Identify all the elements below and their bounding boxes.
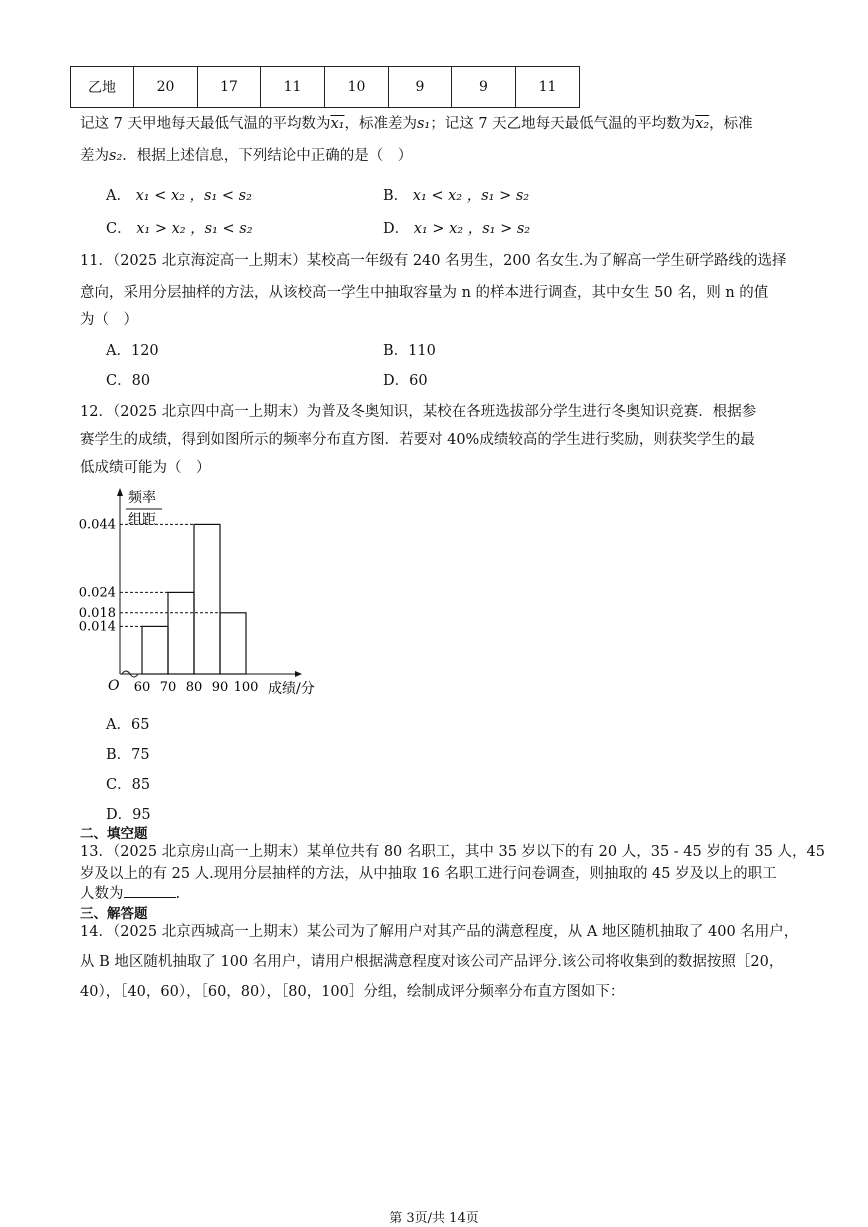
q10-option-d[interactable]: D． x₁ > x₂ ，s₁ > s₂ <box>383 221 531 237</box>
ytick-label: 0.024 <box>78 585 116 601</box>
ytick-label: 0.018 <box>78 605 116 621</box>
q12-option-d[interactable]: D．95 <box>106 807 151 823</box>
histogram-bar <box>142 626 168 674</box>
q12-option-b[interactable]: B．75 <box>106 747 150 763</box>
q10-stem-line2: 差为s₂．根据上述信息，下列结论中正确的是（ ） <box>80 148 413 164</box>
table-cell: 9 <box>452 67 516 108</box>
table-cell: 11 <box>516 67 580 108</box>
q13-stem-line2: 岁及以上的有 25 人.现用分层抽样的方法，从中抽取 16 名职工进行问卷调查，则抽取的 45 岁及以上的职工 <box>80 866 777 882</box>
table-cell: 17 <box>198 67 261 108</box>
q12-option-c[interactable]: C．85 <box>106 777 151 793</box>
histogram-bar <box>194 524 220 674</box>
origin-label: O <box>108 678 120 694</box>
ytick-label: 0.044 <box>78 517 116 533</box>
q14-stem-line3: 40），［40，60），［60，80），［80，100］分组，绘制成评分频率分布直方图如下： <box>80 984 625 1000</box>
xlabel: 成绩/分 <box>268 681 315 697</box>
xtick-label: 100 <box>233 680 259 695</box>
q10-option-b[interactable]: B． x₁ < x₂ ，s₁ > s₂ <box>383 188 530 204</box>
x-axis-arrow <box>295 671 302 677</box>
q10-stem-line1: 记这 7 天甲地每天最低气温的平均数为x₁，标准差为s₁；记这 7 天乙地每天最低气温的平均数为x₂，标准 <box>80 116 753 132</box>
table-cell: 10 <box>325 67 389 108</box>
q12-stem-line2: 赛学生的成绩，得到如图所示的频率分布直方图．若要对 40%成绩较高的学生进行奖励，则获奖学生的最 <box>80 432 755 448</box>
q11-option-c[interactable]: C．80 <box>106 373 151 389</box>
histogram-bar <box>220 613 246 674</box>
answer-blank[interactable] <box>124 883 176 898</box>
y-axis-arrow <box>117 488 123 496</box>
xtick-label: 90 <box>211 680 229 695</box>
ytick-label: 0.014 <box>78 619 116 635</box>
q11-option-b[interactable]: B．110 <box>383 343 436 359</box>
q10-option-a[interactable]: A． x₁ < x₂ ，s₁ < s₂ <box>106 188 252 204</box>
q11-option-a[interactable]: A．120 <box>106 343 159 359</box>
xtick-label: 60 <box>133 680 151 695</box>
table-row <box>71 67 580 108</box>
histogram-bar <box>168 592 194 674</box>
q14-stem-line2: 从 B 地区随机抽取了 100 名用户，请用户根据满意程度对该公司产品评分.该公司将收集到的数据按照［20， <box>80 954 784 970</box>
xtick-label: 80 <box>185 680 203 695</box>
page-footer: 第 3页/共 14页 <box>389 1211 479 1226</box>
xtick-label: 70 <box>159 680 177 695</box>
q13-stem-line3: 人数为 . <box>80 883 180 904</box>
q14-stem-line1: 14．（2025 北京西城高一上期末）某公司为了解用户对其产品的满意程度，从 A 地区随机抽取了 400 名用户， <box>80 924 799 940</box>
ylabel-bottom: 组距 <box>128 512 156 528</box>
table-cell: 11 <box>261 67 325 108</box>
q12-option-a[interactable]: A．65 <box>106 717 150 733</box>
q11-stem-line2: 意向，采用分层抽样的方法，从该校高一学生中抽取容量为 n 的样本进行调查，其中女生 50 名，则 n 的值 <box>80 285 769 301</box>
q12-stem-line1: 12．（2025 北京四中高一上期末）为普及冬奥知识，某校在各班选拔部分学生进行冬奥知识竞赛．根据参 <box>80 404 757 420</box>
section-heading-fill-in: 二、填空题 <box>80 826 148 842</box>
q11-stem-line1: 11．（2025 北京海淀高一上期末）某校高一年级有 240 名男生，200 名女生.为了解高一学生研学路线的选择 <box>80 253 787 269</box>
q12-stem-line3: 低成绩可能为（ ） <box>80 460 211 476</box>
section-heading-answer: 三、解答题 <box>80 906 148 922</box>
q10-option-c[interactable]: C． x₁ > x₂ ，s₁ < s₂ <box>106 221 253 237</box>
q13-stem-line1: 13．（2025 北京房山高一上期末）某单位共有 80 名职工，其中 35 岁以下的有 20 人，35 - 45 岁的有 35 人，45 <box>80 844 825 860</box>
frequency-histogram <box>70 482 330 707</box>
table-cell: 20 <box>134 67 198 108</box>
ylabel-top: 频率 <box>128 490 156 506</box>
table-cell: 9 <box>389 67 452 108</box>
q11-stem-line3: 为（ ） <box>80 312 138 328</box>
q11-option-d[interactable]: D．60 <box>383 373 428 389</box>
temperature-table <box>70 66 580 108</box>
table-row-label: 乙地 <box>71 67 134 108</box>
